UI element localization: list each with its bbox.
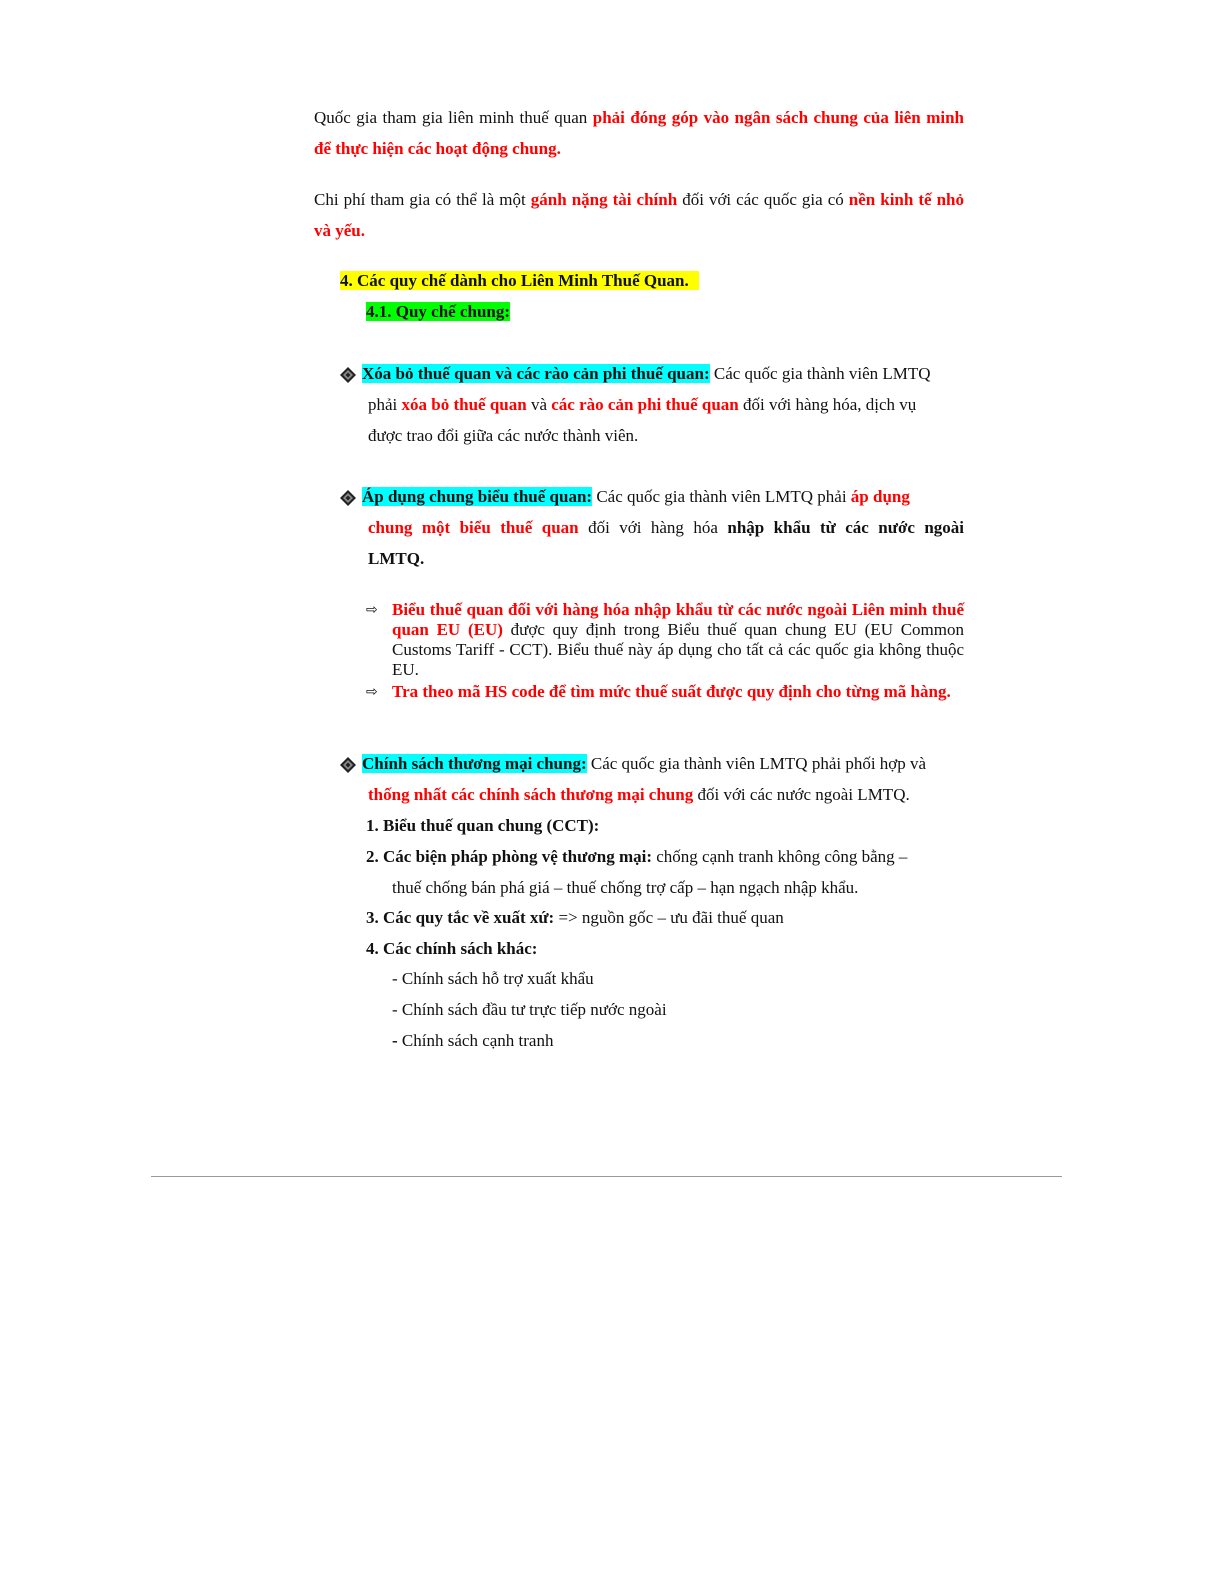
bullet-text: phải bbox=[368, 395, 402, 414]
bullet-text: Các quốc gia thành viên LMTQ phải bbox=[592, 487, 851, 506]
outline-right-arrow-icon: ⇨ bbox=[366, 602, 378, 618]
list-item bbox=[366, 810, 964, 841]
diamond-bullet-icon bbox=[340, 367, 356, 383]
emphasis-text: gánh nặng tài chính bbox=[530, 190, 678, 209]
page-separator-line bbox=[151, 1176, 1062, 1177]
sub-list-text: Chính sách cạnh tranh bbox=[397, 1031, 554, 1050]
sub-list-item bbox=[392, 1025, 553, 1056]
bullet-line bbox=[340, 481, 964, 512]
bullet-label: Xóa bỏ thuế quan và các rào cản phi thuế quan: bbox=[362, 364, 710, 383]
paragraph-budget bbox=[314, 102, 964, 164]
list-item-text: thuế chống bán phá giá – thuế chống trợ cấp – hạn ngạch nhập khẩu. bbox=[392, 878, 859, 897]
list-item-text: chống cạnh tranh không công bằng – bbox=[652, 847, 908, 866]
emphasis-text: các rào cản phi thuế quan bbox=[551, 395, 739, 414]
list-item bbox=[366, 933, 964, 964]
bullet-text: và bbox=[526, 395, 552, 414]
sub-list-dash: - bbox=[392, 1031, 398, 1050]
diamond-bullet-icon bbox=[340, 757, 356, 773]
emphasis-text: xóa bỏ thuế quan bbox=[401, 395, 527, 414]
emphasis-text: Tra theo mã HS code để tìm mức thuế suất được quy định cho từng mã hàng. bbox=[392, 682, 951, 701]
bullet-text: Các quốc gia thành viên LMTQ phải phối hợp và bbox=[586, 754, 927, 773]
list-item-title: 4. Các chính sách khác: bbox=[366, 939, 538, 958]
bullet-text: đối với các nước ngoài LMTQ. bbox=[693, 785, 910, 804]
arrow-text: được quy định trong Biểu thuế quan chung EU (EU Common Customs Tariff - CCT). Biểu thuế này áp dụng cho tất cả các quốc gia không thuộc EU. bbox=[392, 620, 965, 679]
section-heading bbox=[340, 268, 699, 294]
list-item-text: => nguồn gốc – ưu đãi thuế quan bbox=[554, 908, 784, 927]
bullet-line bbox=[340, 420, 964, 451]
outline-right-arrow-icon: ⇨ bbox=[366, 684, 378, 700]
bullet-item-common-tariff bbox=[340, 481, 964, 574]
bullet-text: được trao đổi giữa các nước thành viên. bbox=[368, 426, 639, 445]
emphasis-text: nền kinh tế nhỏ và yếu. bbox=[314, 190, 964, 240]
subsection-heading bbox=[366, 299, 510, 325]
arrow-item-hs-code bbox=[366, 682, 964, 702]
paragraph-text: Chi phí tham gia có thể là một bbox=[314, 190, 531, 209]
paragraph-text: đối với các quốc gia có bbox=[677, 190, 849, 209]
sub-list-text: - Chính sách hỗ trợ xuất khẩu bbox=[392, 969, 594, 988]
emphasis-text: áp dụng bbox=[850, 487, 910, 506]
sub-list-item bbox=[392, 963, 594, 994]
bullet-text: Các quốc gia thành viên LMTQ bbox=[709, 364, 931, 383]
arrow-item-text bbox=[366, 600, 964, 680]
bold-text: nhập khẩu từ các nước ngoài bbox=[727, 518, 965, 537]
arrow-item-eu-tariff bbox=[366, 600, 964, 680]
section-heading-text: 4. Các quy chế dành cho Liên Minh Thuế Quan. bbox=[340, 271, 699, 290]
bullet-item-trade-policy bbox=[340, 748, 964, 810]
list-item-title: 1. Biểu thuế quan chung (CCT): bbox=[366, 816, 600, 835]
sub-list-item bbox=[392, 994, 667, 1025]
bold-text: LMTQ. bbox=[368, 549, 425, 568]
list-item bbox=[366, 841, 964, 872]
list-item-title: 3. Các quy tắc về xuất xứ: bbox=[366, 908, 555, 927]
bullet-line bbox=[340, 389, 964, 420]
bullet-text: đối với hàng hóa, dịch vụ bbox=[738, 395, 917, 414]
paragraph-text: Quốc gia tham gia liên minh thuế quan bbox=[314, 108, 593, 127]
bullet-line bbox=[340, 543, 964, 574]
subsection-heading-text: 4.1. Quy chế chung: bbox=[366, 302, 511, 321]
emphasis-text: Biểu thuế quan đối với hàng hóa nhập khẩu từ các nước ngoài Liên minh thuế quan EU (EU) bbox=[392, 600, 964, 639]
diamond-bullet-icon bbox=[340, 490, 356, 506]
bullet-label: Chính sách thương mại chung: bbox=[362, 754, 587, 773]
paragraph-cost bbox=[314, 184, 964, 246]
sub-list-text: - Chính sách đầu tư trực tiếp nước ngoài bbox=[392, 1000, 667, 1019]
emphasis-text: phải đóng góp vào ngân sách chung của liên minh để thực hiện các hoạt động chung. bbox=[314, 108, 965, 158]
bullet-item-remove-tariffs bbox=[340, 358, 964, 451]
bullet-line bbox=[340, 748, 964, 779]
emphasis-text: thống nhất các chính sách thương mại chung bbox=[368, 785, 694, 804]
bullet-label: Áp dụng chung biểu thuế quan: bbox=[362, 487, 593, 506]
bullet-line bbox=[340, 358, 964, 389]
bullet-line bbox=[340, 512, 964, 543]
list-item-title: 2. Các biện pháp phòng vệ thương mại: bbox=[366, 847, 653, 866]
emphasis-text: chung một biểu thuế quan bbox=[368, 518, 579, 537]
list-item bbox=[366, 902, 964, 933]
bullet-text: đối với hàng hóa bbox=[578, 518, 728, 537]
bullet-line bbox=[340, 779, 964, 810]
list-item-continuation bbox=[392, 872, 858, 903]
